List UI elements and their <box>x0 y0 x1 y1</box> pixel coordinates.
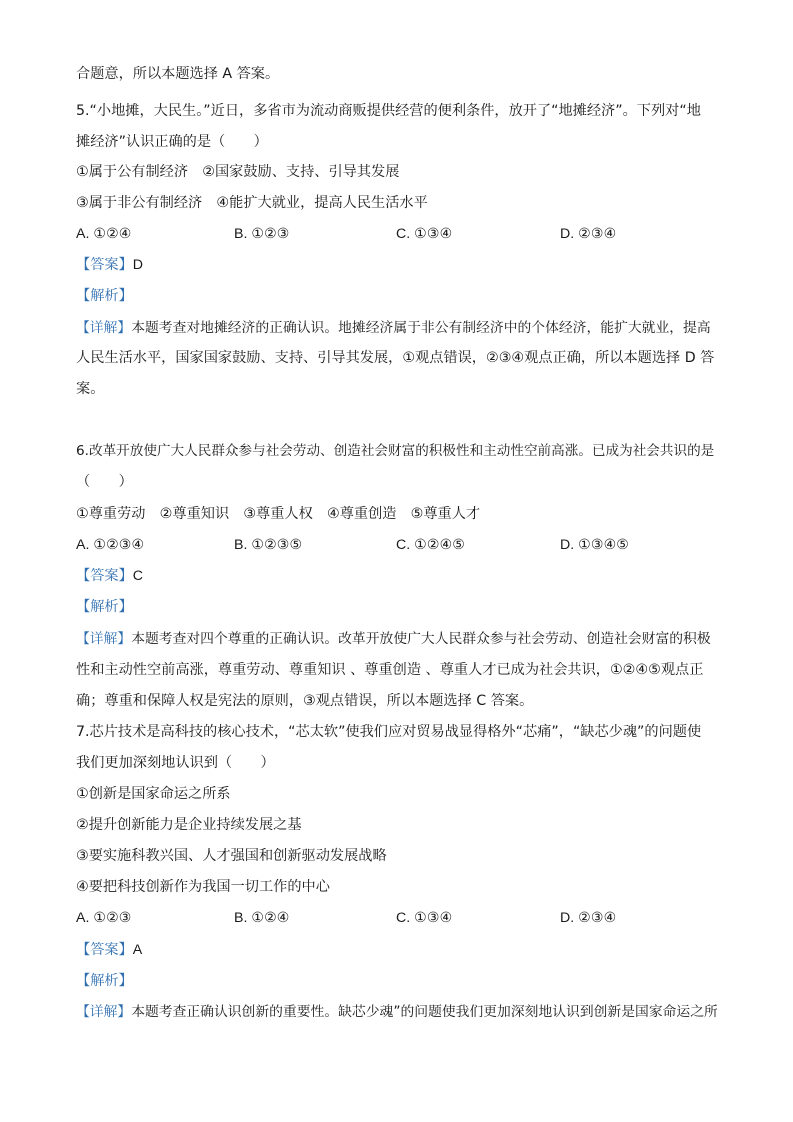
q7-statement-2: ②提升创新能力是企业持续发展之基 <box>76 817 302 833</box>
answer-tag: 【答案】 <box>76 942 133 958</box>
q6-explanation-line2: 性和主动性空前高涨，尊重劳动、尊重知识 、尊重创造 、尊重人才已成为社会共识，①②④⑤观点正 <box>76 662 704 678</box>
detail-tag: 【详解】 <box>76 320 132 336</box>
q7-explanation-text: 本题考查正确认识创新的重要性。缺芯少魂”的问题使我们更加深刻地认识到创新是国家命运之所 <box>131 1004 718 1020</box>
q6-option-b: B. ①②③⑤ <box>234 537 303 553</box>
q7-statement-4: ④要把科技创新作为我国一切工作的中心 <box>76 879 330 895</box>
previous-answer-conclusion: 合题意，所以本题选择 A 答案。 <box>76 66 280 82</box>
q5-explanation-line2: 人民生活水平，国家国家鼓励、支持、引导其发展，①观点错误，②③④观点正确，所以本题选择 D 答 <box>76 350 715 366</box>
q5-analysis-tag: 【解析】 <box>76 288 133 304</box>
q7-stem-line1: 7.芯片技术是高科技的核心技术，“芯太软”使我们应对贸易战显得格外“芯痛”，“缺芯少魂”的问题使 <box>76 724 702 740</box>
detail-tag: 【详解】 <box>76 631 132 647</box>
q6-option-d: D. ①③④⑤ <box>560 537 630 553</box>
q6-stem-line1: 6.改革开放使广大人民群众参与社会劳动、创造社会财富的积极性和主动性空前高涨。已成为社会共识的是 <box>76 443 715 459</box>
q6-option-c: C. ①②④⑤ <box>396 537 466 553</box>
q6-statements: ①尊重劳动 ②尊重知识 ③尊重人权 ④尊重创造 ⑤尊重人才 <box>76 506 481 522</box>
q7-statement-3: ③要实施科教兴国、人才强国和创新驱动发展战略 <box>76 848 387 864</box>
q6-answer-value: C <box>132 568 144 584</box>
q5-stem-line2: 摊经济”认识正确的是（ ） <box>76 134 268 150</box>
q5-statement-line2: ③属于非公有制经济 ④能扩大就业，提高人民生活水平 <box>76 195 428 211</box>
q6-explanation-line3: 确；尊重和保障人权是宪法的原则，③观点错误，所以本题选择 C 答案。 <box>76 693 534 709</box>
answer-tag: 【答案】 <box>76 568 133 584</box>
q7-option-c: C. ①③④ <box>396 910 453 926</box>
q5-option-c: C. ①③④ <box>396 226 453 242</box>
q7-statement-1: ①创新是国家命运之所系 <box>76 786 231 802</box>
q5-stem-line1: 5.“小地摊，大民生。”近日，多省市为流动商贩提供经营的便利条件，放开了“地摊经济”。下列对“地 <box>76 103 701 119</box>
q5-explanation-line3: 案。 <box>76 381 105 397</box>
q6-analysis-tag: 【解析】 <box>76 599 133 615</box>
q7-analysis-tag: 【解析】 <box>76 973 133 989</box>
q6-explanation-line1 <box>76 629 711 649</box>
q7-answer-value: A <box>132 942 143 958</box>
answer-tag: 【答案】 <box>76 257 133 273</box>
q5-option-b: B. ①②③ <box>234 226 290 242</box>
q7-option-b: B. ①②④ <box>234 910 290 926</box>
q7-explanation-line1 <box>76 1002 718 1022</box>
q5-option-a: A. ①②④ <box>76 226 132 242</box>
q7-answer-line <box>76 940 142 960</box>
q6-stem-line2: （ ） <box>76 474 133 490</box>
q7-option-a: A. ①②③ <box>76 910 132 926</box>
q6-answer-line <box>76 566 143 586</box>
q6-option-a: A. ①②③④ <box>76 537 145 553</box>
q5-answer-line <box>76 255 143 275</box>
detail-tag: 【详解】 <box>76 1004 132 1020</box>
q7-option-d: D. ②③④ <box>560 910 617 926</box>
q5-explanation-line1 <box>76 318 711 338</box>
q5-option-d: D. ②③④ <box>560 226 617 242</box>
q7-stem-line2: 我们更加深刻地认识到（ ） <box>76 755 275 771</box>
q5-answer-value: D <box>132 257 144 273</box>
q5-explanation-text: 本题考查对地摊经济的正确认识。地摊经济属于非公有制经济中的个体经济，能扩大就业，提高 <box>131 320 711 336</box>
q5-statement-line1: ①属于公有制经济 ②国家鼓励、支持、引导其发展 <box>76 164 400 180</box>
q6-explanation-text: 本题考查对四个尊重的正确认识。改革开放使广大人民群众参与社会劳动、创造社会财富的积极 <box>131 631 711 647</box>
